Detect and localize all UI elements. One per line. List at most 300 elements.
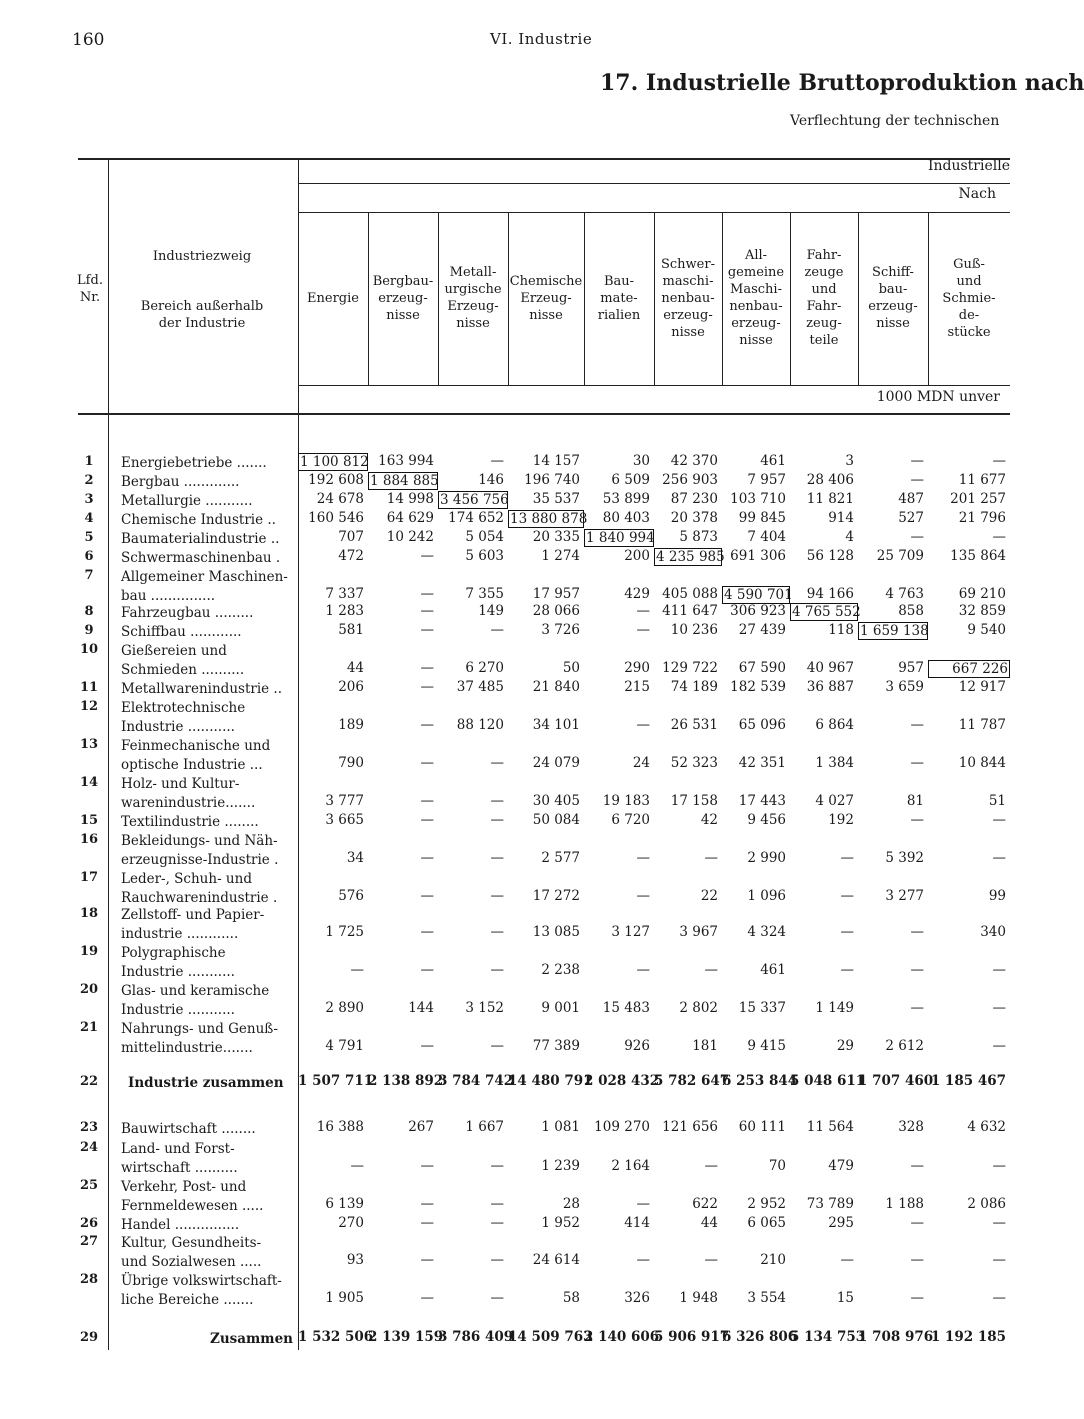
- table-cell: 28 406: [806, 472, 854, 488]
- row-label-line: Industrie ...........: [121, 1002, 235, 1018]
- table-cell: —: [636, 1196, 650, 1212]
- row-label-line: Gießereien und: [121, 643, 227, 659]
- row-label: [121, 813, 259, 832]
- table-cell: —: [420, 603, 434, 619]
- table-cell: 37 485: [456, 679, 504, 695]
- table-cell: 2 238: [541, 962, 580, 978]
- table-cell: 2 612: [885, 1038, 924, 1054]
- table-cell: 15 483: [602, 1000, 650, 1016]
- row-label-line: Fernmeldewesen .....: [121, 1198, 264, 1214]
- table-cell: 20 335: [532, 529, 580, 545]
- table-cell: —: [490, 755, 504, 771]
- table-cell: 6 720: [611, 812, 650, 828]
- table-cell: 94 166: [806, 586, 854, 602]
- table-cell: 4 324: [747, 924, 786, 940]
- table-cell: —: [420, 924, 434, 940]
- table-cell: 1 707 460: [858, 1073, 934, 1089]
- row-number: 21: [79, 1020, 99, 1035]
- table-cell: —: [840, 1252, 854, 1268]
- row-label-line: warenindustrie.......: [121, 795, 256, 811]
- row-number: 23: [79, 1120, 99, 1135]
- row-number: 3: [84, 492, 94, 507]
- row-label-line: Textilindustrie ........: [121, 814, 259, 830]
- diagonal-cell: 1 884 885: [370, 473, 439, 489]
- table-cell: 32 859: [958, 603, 1006, 619]
- table-cell: —: [992, 529, 1006, 545]
- row-label-line: Zusammen: [210, 1331, 293, 1347]
- table-cell: 163 994: [378, 453, 434, 469]
- table-cell: 11 564: [806, 1119, 854, 1135]
- row-label-line: Schiffbau ............: [121, 624, 242, 640]
- table-cell: 192 608: [308, 472, 364, 488]
- table-cell: —: [840, 850, 854, 866]
- diagonal-cell: 3 456 756: [440, 492, 509, 508]
- table-cell: —: [704, 1252, 718, 1268]
- table-cell: 4: [845, 529, 854, 545]
- row-label-line: liche Bereiche .......: [121, 1292, 254, 1308]
- table-cell: 5 906 917: [654, 1329, 730, 1345]
- table-cell: 174 652: [448, 510, 504, 526]
- table-cell: 28: [562, 1196, 580, 1212]
- table-cell: 707: [338, 529, 364, 545]
- table-cell: 42: [700, 812, 718, 828]
- table-cell: —: [910, 1000, 924, 1016]
- table-cell: 19 183: [602, 793, 650, 809]
- industriezweig-header: Industriezweig: [152, 249, 252, 264]
- diagonal-cell: 13 880 878: [510, 511, 588, 527]
- table-cell: 1 185 467: [930, 1073, 1006, 1089]
- table-cell: 13 085: [532, 924, 580, 940]
- header-rule-bottom: [78, 413, 1010, 415]
- table-cell: —: [992, 1000, 1006, 1016]
- table-cell: 15: [836, 1290, 854, 1306]
- table-cell: 9 540: [967, 622, 1006, 638]
- table-cell: 5 873: [679, 529, 718, 545]
- row-label: [121, 775, 255, 813]
- row-number: 11: [79, 680, 99, 695]
- table-cell: 65 096: [738, 717, 786, 733]
- row-label: [121, 492, 253, 511]
- table-cell: 429: [624, 586, 650, 602]
- table-cell: 4 632: [967, 1119, 1006, 1135]
- table-cell: 1 507 711: [298, 1073, 374, 1089]
- table-cell: —: [490, 1215, 504, 1231]
- table-cell: 14 157: [532, 453, 580, 469]
- table-cell: 790: [338, 755, 364, 771]
- table-cell: 2 890: [325, 1000, 364, 1016]
- table-cell: —: [840, 924, 854, 940]
- table-cell: —: [992, 1290, 1006, 1306]
- table-title: 17. Industrielle Bruttoproduktion nach: [600, 70, 1084, 96]
- table-cell: 2 138 892: [368, 1073, 444, 1089]
- row-label: [121, 737, 270, 775]
- table-cell: 411 647: [662, 603, 718, 619]
- row-number: 5: [84, 530, 94, 545]
- table-cell: 14 480 791: [508, 1073, 593, 1089]
- row-label: [121, 870, 277, 908]
- row-label-line: Baumaterialindustrie ..: [121, 531, 280, 547]
- table-cell: 206: [338, 679, 364, 695]
- table-cell: 290: [624, 660, 650, 676]
- table-cell: —: [910, 717, 924, 733]
- table-cell: 56 128: [806, 548, 854, 564]
- table-cell: 6 864: [815, 717, 854, 733]
- column-header: Metall- urgische Erzeug- nisse: [444, 265, 502, 331]
- unit-header: 1000 MDN unver: [876, 389, 1000, 405]
- table-cell: 858: [898, 603, 924, 619]
- table-cell: —: [420, 717, 434, 733]
- table-cell: —: [420, 1196, 434, 1212]
- table-cell: 29: [836, 1038, 854, 1054]
- diagonal-cell: 1 659 138: [860, 623, 929, 639]
- table-cell: —: [910, 1158, 924, 1174]
- table-cell: 5 054: [465, 529, 504, 545]
- table-cell: 1 239: [541, 1158, 580, 1174]
- table-cell: —: [910, 924, 924, 940]
- table-cell: —: [420, 793, 434, 809]
- table-cell: 24 614: [532, 1252, 580, 1268]
- table-cell: —: [636, 962, 650, 978]
- table-cell: 1 081: [541, 1119, 580, 1135]
- row-label-line: Kultur, Gesundheits-: [121, 1235, 262, 1251]
- row-label: [121, 1272, 282, 1310]
- table-cell: 3 659: [885, 679, 924, 695]
- table-cell: —: [992, 850, 1006, 866]
- table-cell: 201 257: [950, 491, 1006, 507]
- table-cell: 87 230: [670, 491, 718, 507]
- row-number: 2: [84, 473, 94, 488]
- row-label-line: Land- und Forst-: [121, 1141, 235, 1157]
- table-cell: 14 998: [386, 491, 434, 507]
- table-cell: 81: [906, 793, 924, 809]
- table-cell: 24 678: [316, 491, 364, 507]
- row-number: 1: [84, 454, 94, 469]
- table-cell: —: [636, 888, 650, 904]
- table-cell: 9 415: [747, 1038, 786, 1054]
- row-label-line: Schmieden ..........: [121, 662, 245, 678]
- table-cell: —: [350, 962, 364, 978]
- table-cell: 10 242: [386, 529, 434, 545]
- row-label: [121, 604, 253, 623]
- table-cell: 44: [700, 1215, 718, 1231]
- table-cell: 73 789: [806, 1196, 854, 1212]
- row-label: [121, 530, 279, 549]
- column-header: Chemische Erzeug- nisse: [509, 273, 583, 323]
- table-cell: —: [490, 962, 504, 978]
- table-cell: —: [490, 1196, 504, 1212]
- table-cell: 42 351: [738, 755, 786, 771]
- table-cell: 189: [338, 717, 364, 733]
- column-header: Schwer- maschi- nenbau- erzeug- nisse: [661, 256, 715, 340]
- table-cell: 461: [760, 962, 786, 978]
- table-cell: 35 537: [532, 491, 580, 507]
- column-header: Energie: [307, 290, 359, 306]
- table-cell: —: [490, 1252, 504, 1268]
- table-cell: 1 532 506: [298, 1329, 374, 1345]
- table-cell: 914: [828, 510, 854, 526]
- row-label: [121, 511, 276, 530]
- table-cell: 50: [562, 660, 580, 676]
- table-cell: —: [420, 850, 434, 866]
- table-cell: 52 323: [670, 755, 718, 771]
- table-cell: 118: [828, 622, 854, 638]
- table-cell: —: [490, 924, 504, 940]
- table-cell: 10 844: [958, 755, 1006, 771]
- table-cell: 70: [768, 1158, 786, 1174]
- table-cell: 30 405: [532, 793, 580, 809]
- table-cell: 622: [692, 1196, 718, 1212]
- row-label-line: Zellstoff- und Papier-: [121, 907, 265, 923]
- table-cell: 9 456: [747, 812, 786, 828]
- row-label-line: Fahrzeugbau .........: [121, 605, 254, 621]
- table-cell: 3 967: [679, 924, 718, 940]
- table-cell: 691 306: [730, 548, 786, 564]
- table-cell: —: [420, 755, 434, 771]
- table-cell: 1 948: [679, 1290, 718, 1306]
- table-cell: 146: [478, 472, 504, 488]
- row-number: 9: [84, 623, 94, 638]
- row-label-line: Bekleidungs- und Näh-: [121, 833, 278, 849]
- row-label-line: Schwermaschinenbau .: [121, 550, 281, 566]
- row-label-line: Metallurgie ...........: [121, 493, 253, 509]
- table-cell: 51: [988, 793, 1006, 809]
- row-label-line: Polygraphische: [121, 945, 226, 961]
- table-cell: 256 903: [662, 472, 718, 488]
- column-header: Bau- mate- rialien: [597, 273, 641, 323]
- row-number: 20: [79, 982, 99, 997]
- table-cell: 3 777: [325, 793, 364, 809]
- table-cell: 5 134 753: [790, 1329, 866, 1345]
- table-cell: —: [420, 1215, 434, 1231]
- table-cell: —: [910, 812, 924, 828]
- row-number: 8: [84, 604, 94, 619]
- table-cell: —: [490, 453, 504, 469]
- table-cell: —: [992, 812, 1006, 828]
- row-number: 14: [79, 775, 99, 790]
- row-label-line: mittelindustrie.......: [121, 1040, 253, 1056]
- row-label-line: Industrie ...........: [121, 964, 235, 980]
- table-cell: —: [636, 1252, 650, 1268]
- table-cell: 26 531: [670, 717, 718, 733]
- table-cell: 3 784 742: [438, 1073, 514, 1089]
- table-subtitle: Verflechtung der technischen: [790, 113, 1000, 129]
- table-cell: 64 629: [386, 510, 434, 526]
- table-cell: 5 782 647: [654, 1073, 730, 1089]
- table-cell: 160 546: [308, 510, 364, 526]
- row-number: 28: [79, 1272, 99, 1287]
- table-cell: 7 957: [747, 472, 786, 488]
- bereich-header: Bereich außerhalb der Industrie: [140, 299, 264, 331]
- table-cell: 77 389: [532, 1038, 580, 1054]
- row-number: 19: [79, 944, 99, 959]
- table-cell: —: [636, 850, 650, 866]
- row-label: [121, 1234, 261, 1272]
- table-cell: —: [840, 962, 854, 978]
- table-cell: 3 152: [465, 1000, 504, 1016]
- table-cell: 2 164: [611, 1158, 650, 1174]
- table-cell: 25 709: [876, 548, 924, 564]
- table-cell: 2 952: [747, 1196, 786, 1212]
- table-cell: 40 967: [806, 660, 854, 676]
- row-number: 27: [79, 1234, 99, 1249]
- table-cell: 80 403: [602, 510, 650, 526]
- table-cell: —: [490, 850, 504, 866]
- table-cell: 6 065: [747, 1215, 786, 1231]
- row-label: [121, 1120, 256, 1139]
- table-cell: —: [420, 586, 434, 602]
- table-cell: 295: [828, 1215, 854, 1231]
- table-cell: 12 917: [958, 679, 1006, 695]
- table-cell: —: [704, 962, 718, 978]
- table-cell: 2 990: [747, 850, 786, 866]
- table-cell: 17 272: [532, 888, 580, 904]
- table-cell: 340: [980, 924, 1006, 940]
- table-cell: —: [910, 453, 924, 469]
- table-cell: —: [910, 962, 924, 978]
- table-cell: 11 677: [958, 472, 1006, 488]
- table-cell: 6 509: [611, 472, 650, 488]
- table-cell: 926: [624, 1038, 650, 1054]
- table-cell: 6 270: [465, 660, 504, 676]
- row-label-line: Industrie ...........: [121, 719, 235, 735]
- table-cell: 2 577: [541, 850, 580, 866]
- table-cell: 74 189: [670, 679, 718, 695]
- row-label: [121, 1216, 239, 1235]
- table-cell: 1 192 185: [930, 1329, 1006, 1345]
- table-cell: 34 101: [532, 717, 580, 733]
- table-cell: 4 027: [815, 793, 854, 809]
- table-cell: 60 111: [738, 1119, 786, 1135]
- table-cell: 479: [828, 1158, 854, 1174]
- table-cell: 24 079: [532, 755, 580, 771]
- table-cell: —: [910, 1252, 924, 1268]
- row-label-line: optische Industrie ...: [121, 757, 263, 773]
- table-cell: 1 725: [325, 924, 364, 940]
- table-cell: 487: [898, 491, 924, 507]
- table-cell: 2 140 606: [584, 1329, 660, 1345]
- table-cell: 3 665: [325, 812, 364, 828]
- diagonal-cell: 667 226: [928, 660, 1010, 678]
- table-cell: 5 048 611: [790, 1073, 866, 1089]
- row-number: 26: [79, 1216, 99, 1231]
- row-number: 18: [79, 906, 99, 921]
- table-cell: 326: [624, 1290, 650, 1306]
- table-cell: —: [490, 812, 504, 828]
- table-cell: 3 127: [611, 924, 650, 940]
- table-cell: 4 763: [885, 586, 924, 602]
- row-label: [121, 699, 245, 737]
- table-cell: 3 554: [747, 1290, 786, 1306]
- row-label: [121, 906, 264, 944]
- table-cell: 16 388: [316, 1119, 364, 1135]
- table-cell: —: [420, 962, 434, 978]
- table-cell: 36 887: [806, 679, 854, 695]
- table-cell: 1 905: [325, 1290, 364, 1306]
- row-label-line: industrie ............: [121, 926, 239, 942]
- page-number: 160: [72, 30, 105, 50]
- row-label: [121, 623, 242, 642]
- table-cell: 103 710: [730, 491, 786, 507]
- row-number: 4: [84, 511, 94, 526]
- table-cell: 1 188: [885, 1196, 924, 1212]
- table-cell: 67 590: [738, 660, 786, 676]
- table-cell: 414: [624, 1215, 650, 1231]
- table-cell: —: [420, 660, 434, 676]
- row-label-line: erzeugnisse-Industrie .: [121, 852, 279, 868]
- table-cell: 1 274: [541, 548, 580, 564]
- row-total-label: [210, 1330, 293, 1349]
- group-top-header: Industrielle: [927, 158, 1010, 174]
- table-cell: 1 149: [815, 1000, 854, 1016]
- table-cell: —: [992, 1038, 1006, 1054]
- table-cell: 149: [478, 603, 504, 619]
- table-cell: 7 337: [325, 586, 364, 602]
- table-cell: 14 509 763: [508, 1329, 593, 1345]
- table-cell: 5 392: [885, 850, 924, 866]
- table-cell: 2 139 159: [368, 1329, 444, 1345]
- table-cell: —: [704, 1158, 718, 1174]
- table-cell: 109 270: [594, 1119, 650, 1135]
- row-label-line: Übrige volkswirtschaft-: [121, 1273, 282, 1289]
- diagonal-cell: 1 840 994: [586, 530, 655, 546]
- header-rule-group: [298, 183, 1010, 184]
- row-label-line: Handel ...............: [121, 1217, 240, 1233]
- row-label: [121, 944, 235, 982]
- table-cell: 7 404: [747, 529, 786, 545]
- table-cell: 2 028 432: [584, 1073, 660, 1089]
- table-cell: 53 899: [602, 491, 650, 507]
- table-cell: —: [992, 453, 1006, 469]
- row-label: [121, 549, 280, 568]
- diagonal-cell: 1 100 812: [300, 454, 369, 470]
- lfd-divider: [108, 160, 109, 1350]
- table-cell: —: [490, 1038, 504, 1054]
- table-cell: 144: [408, 1000, 434, 1016]
- column-header: Schiff- bau- erzeug- nisse: [868, 265, 918, 331]
- row-label-line: Industrie zusammen: [128, 1075, 284, 1091]
- table-cell: 11 787: [958, 717, 1006, 733]
- table-cell: —: [420, 548, 434, 564]
- table-cell: —: [636, 622, 650, 638]
- table-cell: 5 603: [465, 548, 504, 564]
- table-cell: 17 443: [738, 793, 786, 809]
- table-cell: 215: [624, 679, 650, 695]
- table-cell: —: [910, 1215, 924, 1231]
- table-cell: —: [992, 962, 1006, 978]
- row-label-line: Allgemeiner Maschinen-: [121, 569, 288, 585]
- table-cell: —: [992, 1158, 1006, 1174]
- table-cell: 99: [988, 888, 1006, 904]
- table-cell: —: [910, 529, 924, 545]
- table-cell: 267: [408, 1119, 434, 1135]
- table-cell: 200: [624, 548, 650, 564]
- lfd-header: Lfd. Nr.: [77, 273, 103, 305]
- diagonal-cell: 4 765 552: [792, 604, 861, 620]
- table-cell: 7 355: [465, 586, 504, 602]
- row-number: 29: [79, 1330, 99, 1345]
- table-cell: 34: [346, 850, 364, 866]
- table-cell: 1 283: [325, 603, 364, 619]
- table-cell: 581: [338, 622, 364, 638]
- table-cell: —: [636, 717, 650, 733]
- row-label-line: Rauchwarenindustrie .: [121, 890, 278, 906]
- table-cell: 27 439: [738, 622, 786, 638]
- column-header: All- gemeine Maschi- nenbau- erzeug- nisse: [727, 248, 785, 348]
- row-label-line: Bauwirtschaft ........: [121, 1121, 256, 1137]
- table-cell: —: [992, 1215, 1006, 1231]
- table-cell: 6 326 806: [722, 1329, 798, 1345]
- table-cell: 328: [898, 1119, 924, 1135]
